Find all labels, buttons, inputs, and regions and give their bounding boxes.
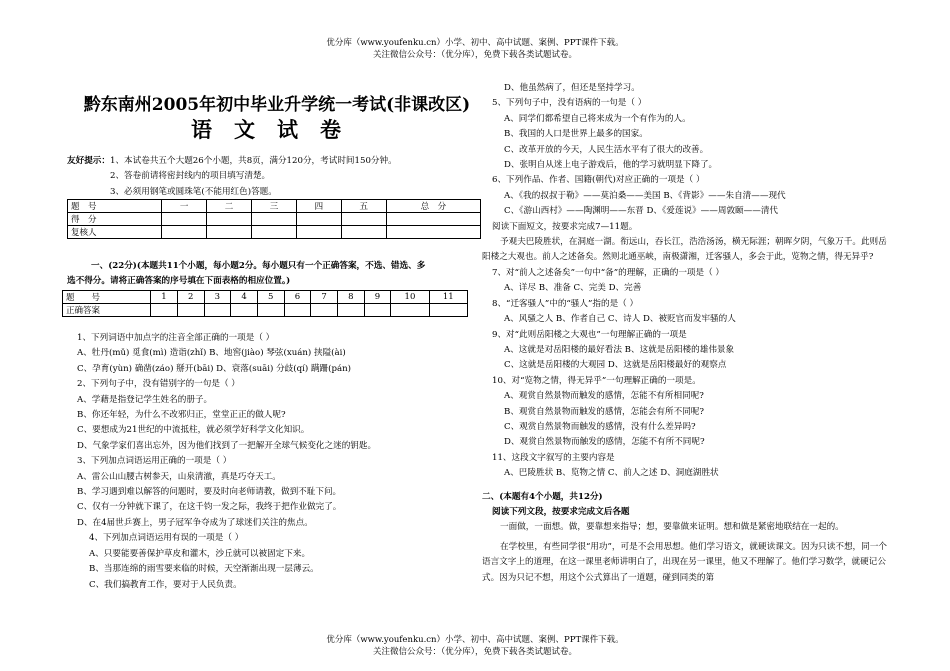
question-line: 11、这段文字叙写的主要内容是	[492, 452, 615, 463]
score-table	[67, 199, 481, 239]
score-header-cell: 二	[207, 200, 252, 213]
question-line: C、这就是岳阳楼的大观园 D、这就是岳阳楼最好的观察点	[504, 360, 727, 371]
score-row	[68, 213, 481, 226]
tip-2: 2、答卷前请将密封线内的项目填写清楚。	[110, 171, 271, 182]
answer-cell[interactable]	[391, 304, 429, 317]
answer-header-cell: 4	[231, 291, 258, 304]
tip-1: 1、本试卷共五个大题26个小题，共8页，满分120分，考试时间150分钟。	[109, 156, 397, 166]
question-line: C、要想成为21世纪的中流抵柱，就必须学好科学文化知识。	[77, 425, 310, 436]
question-line: B、学习遇到难以解答的问题时，要及时向老师请教，做到不耻下问。	[77, 487, 342, 498]
score-cell[interactable]	[207, 213, 252, 226]
answer-header-cell: 9	[364, 291, 391, 304]
section1-heading-line1: 一、(22分)(本题共11个小题，每小题2分。每小题只有一个正确答案，不选、错选、多	[91, 261, 426, 271]
question-line: C、观赏自然景物而触发的感情，没有什么差异吗?	[504, 421, 696, 432]
answer-cell[interactable]	[231, 304, 258, 317]
question-line: A、学藉是指登记学生姓名的册子。	[77, 394, 213, 405]
answer-header-cell: 1	[151, 291, 178, 304]
score-row-label: 得 分	[68, 213, 162, 226]
question-line: 2、下列句子中，没有错别字的一句是（ ）	[77, 379, 240, 390]
score-header-cell: 总 分	[386, 200, 480, 213]
question-line: C、我们搞教育工作，要对于人民负责。	[89, 579, 242, 590]
score-cell[interactable]	[252, 213, 297, 226]
answer-cell[interactable]	[257, 304, 284, 317]
answer-table	[62, 290, 468, 317]
score-cell[interactable]	[386, 213, 480, 226]
answer-header-cell: 11	[429, 291, 467, 304]
answer-header-cell: 6	[284, 291, 311, 304]
answer-cell[interactable]	[364, 304, 391, 317]
question-line: A、牡丹(mǔ) 觅食(mì) 造诣(zhǐ) B、地窖(jiào) 琴弦(xuán) 挟隘(ài)	[77, 348, 346, 359]
section1-heading	[67, 259, 487, 290]
tips-block	[67, 154, 487, 200]
score-header-cell: 四	[296, 200, 341, 213]
question-line: A、详尽 B、准备 C、完美 D、完善	[504, 283, 642, 294]
question-line: A、观赏自然景物而触发的感情，怎能不有所相同呢?	[504, 391, 704, 402]
answer-cell[interactable]	[177, 304, 204, 317]
question-line: A、雷公山山腰古树参天，山泉清澈，真是巧夺天工。	[77, 471, 281, 482]
score-cell[interactable]	[341, 213, 386, 226]
answer-cell[interactable]	[337, 304, 364, 317]
question-line: B、你还年轻，为什么不改邪归正，堂堂正正的做人呢?	[77, 410, 286, 421]
footer-line-2: 关注微信公众号：（优分库），免费下载各类试题试卷。	[372, 647, 577, 657]
question-line: 6、下列作品、作者、国籍(朝代)对应正确的一项是（ ）	[492, 175, 705, 186]
reviewer-cell[interactable]	[252, 226, 297, 239]
question-line: A、同学们都希望自己将来成为一个有作为的人。	[504, 113, 691, 124]
section2-subheading: 阅读下列文段，按要求完成文后各题	[492, 506, 630, 517]
reviewer-row-label: 复核人	[68, 226, 162, 239]
answer-cell[interactable]	[204, 304, 231, 317]
question-line: 8、“迁客骚人”中的“骚人”指的是（ ）	[492, 298, 639, 309]
question-line: D、张明自从迷上电子游戏后，他的学习就明显下降了。	[504, 160, 718, 171]
question-line: D、他虽然病了，但还是坚持学习。	[504, 83, 640, 93]
answer-row	[63, 304, 468, 317]
score-header-cell: 题 号	[68, 200, 162, 213]
answer-header-cell: 2	[177, 291, 204, 304]
answer-cell[interactable]	[151, 304, 178, 317]
reviewer-cell[interactable]	[341, 226, 386, 239]
reading-instruction: 阅读下面短文，按要求完成7—11题。	[492, 221, 638, 232]
section2-para2: 在学校里，有些同学很“用功”，可是不会用思想。他们学习语文，就硬读课文。因为只读不想，同一个语言文字上的道理，在这一课里老师讲明白了，出现在另一课里，他又不理解了。他们学习数学，就硬记公式。因为只记不想，用这个公式算出了一道题，碰到同类的第	[482, 541, 887, 583]
right-questions	[482, 81, 892, 586]
section1-heading-line2: 选不得分。请将正确答案的序号填在下面表格的相应位置。)	[67, 276, 291, 287]
passage-yueyang: 予观夫巴陵胜状，在洞庭一湖。衔远山，吞长江，浩浩汤汤，横无际涯；朝晖夕阴，气象万千。此则岳阳楼之大观也。前人之述备矣。然则北通巫峡，南极潇湘，迁客骚人，多会于此，览物之情，得无异乎?	[482, 237, 887, 263]
question-line: B、我国的人口是世界上最多的国家。	[504, 129, 648, 140]
answer-cell[interactable]	[429, 304, 467, 317]
question-line: 4、下列加点词语运用有误的一项是（ ）	[89, 533, 244, 544]
section2-heading: 二、(本题有4个小题，共12分)	[482, 491, 603, 502]
score-header-cell: 三	[252, 200, 297, 213]
reviewer-cell[interactable]	[296, 226, 341, 239]
page-header	[0, 37, 950, 61]
question-line: 3、下列加点词语运用正确的一项是（ ）	[77, 456, 232, 467]
reviewer-row	[68, 226, 481, 239]
answer-cell[interactable]	[311, 304, 338, 317]
header-line-1: 优分库（www.youfenku.cn）小学、初中、高中试题、案例、PPT课件下载。	[326, 38, 624, 48]
exam-subtitle: 语文试卷	[191, 117, 363, 142]
question-line: C、孕育(yùn) 确凿(záo) 掰开(bāi) D、衰落(suāi) 分歧(qí) 蹒跚(pán)	[77, 363, 352, 374]
question-line: 5、下列句子中，没有语病的一句是（ ）	[492, 98, 647, 109]
footer-line-1: 优分库（www.youfenku.cn）小学、初中、高中试题、案例、PPT课件下载。	[326, 635, 624, 645]
answer-cell[interactable]	[284, 304, 311, 317]
exam-title: 黔东南州2005年初中毕业升学统一考试(非课改区)	[83, 95, 471, 115]
tip-3: 3、必须用钢笔或圆珠笔(不能用红色)答题。	[110, 186, 277, 197]
question-line: 1、下列词语中加点字的注音全部正确的一项是（ ）	[77, 333, 275, 343]
question-line: C、仅有一分钟就下课了，在这千钧一发之际，我终于把作业做完了。	[77, 502, 342, 513]
spacer	[482, 482, 892, 490]
question-line: D、在4届世乒赛上，男子冠军争夺成为了球迷们关注的焦点。	[77, 517, 313, 528]
answer-header-row	[63, 291, 468, 304]
answer-header-cell: 5	[257, 291, 284, 304]
question-line: B、观赏自然景物而触发的感情，怎能会有所不同呢?	[504, 406, 704, 417]
question-line: A、只要能要善保护草皮和灌木，沙丘就可以被固定下来。	[89, 548, 311, 559]
question-line: B、当那连绵的雨雪要来临的时候，天空渐渐出现一层薄云。	[89, 564, 319, 575]
header-line-2: 关注微信公众号：（优分库），免费下载各类试题试卷。	[372, 50, 577, 60]
left-questions	[67, 331, 487, 593]
answer-header-cell: 7	[311, 291, 338, 304]
score-table-header-row	[68, 200, 481, 213]
question-line: 10、对“览物之情，得无异乎”一句理解正确的一项是。	[492, 375, 701, 386]
score-cell[interactable]	[162, 213, 207, 226]
answer-row-label: 正确答案	[63, 304, 151, 317]
question-line: 7、对“前人之述备矣”一句中“备”的理解，正确的一项是（ ）	[492, 267, 725, 278]
score-header-cell: 五	[341, 200, 386, 213]
answer-header-cell: 题 号	[63, 291, 151, 304]
score-header-cell: 一	[162, 200, 207, 213]
question-line: A、这就是对岳阳楼的最好看法 B、这就是岳阳楼的雄伟景象	[504, 344, 735, 355]
section2-para1: 一面做，一面想。做，要靠想来指导；想，要靠做来证明。想和做是紧密地联结在一起的。	[500, 522, 844, 533]
question-line: A、巴陵胜状 B、览物之情 C、前人之述 D、洞庭湖胜状	[504, 468, 719, 479]
score-cell[interactable]	[296, 213, 341, 226]
question-line: D、观赏自然景物而触发的感情，怎能不有所不同呢?	[504, 437, 705, 448]
reviewer-cell[interactable]	[207, 226, 252, 239]
question-line: C、《游山西村》——陶渊明——东晋 D、《爱莲说》——周敦颐——清代	[504, 206, 779, 217]
question-line: C、改革开放的今天，人民生活水平有了很大的改善。	[504, 144, 709, 155]
answer-header-cell: 10	[391, 291, 429, 304]
answer-header-cell: 3	[204, 291, 231, 304]
reviewer-cell[interactable]	[162, 226, 207, 239]
question-line: A、《我的叔叔于勒》——莫泊桑——美国 B、《背影》——朱自清——现代	[504, 190, 786, 201]
answer-header-cell: 8	[337, 291, 364, 304]
question-line: A、风骚之人 B、作者自己 C、诗人 D、被贬官而发牢骚的人	[504, 314, 736, 325]
question-line: D、气象学家们喜出忘外，因为他们找到了一把解开全球气候变化之迷的钥匙。	[77, 440, 377, 451]
tips-label: 友好提示：	[67, 156, 110, 166]
reviewer-cell[interactable]	[386, 226, 480, 239]
page-footer	[0, 634, 950, 658]
question-line: 9、对“此则岳阳楼之大观也”一句理解正确的一项是	[492, 329, 687, 340]
